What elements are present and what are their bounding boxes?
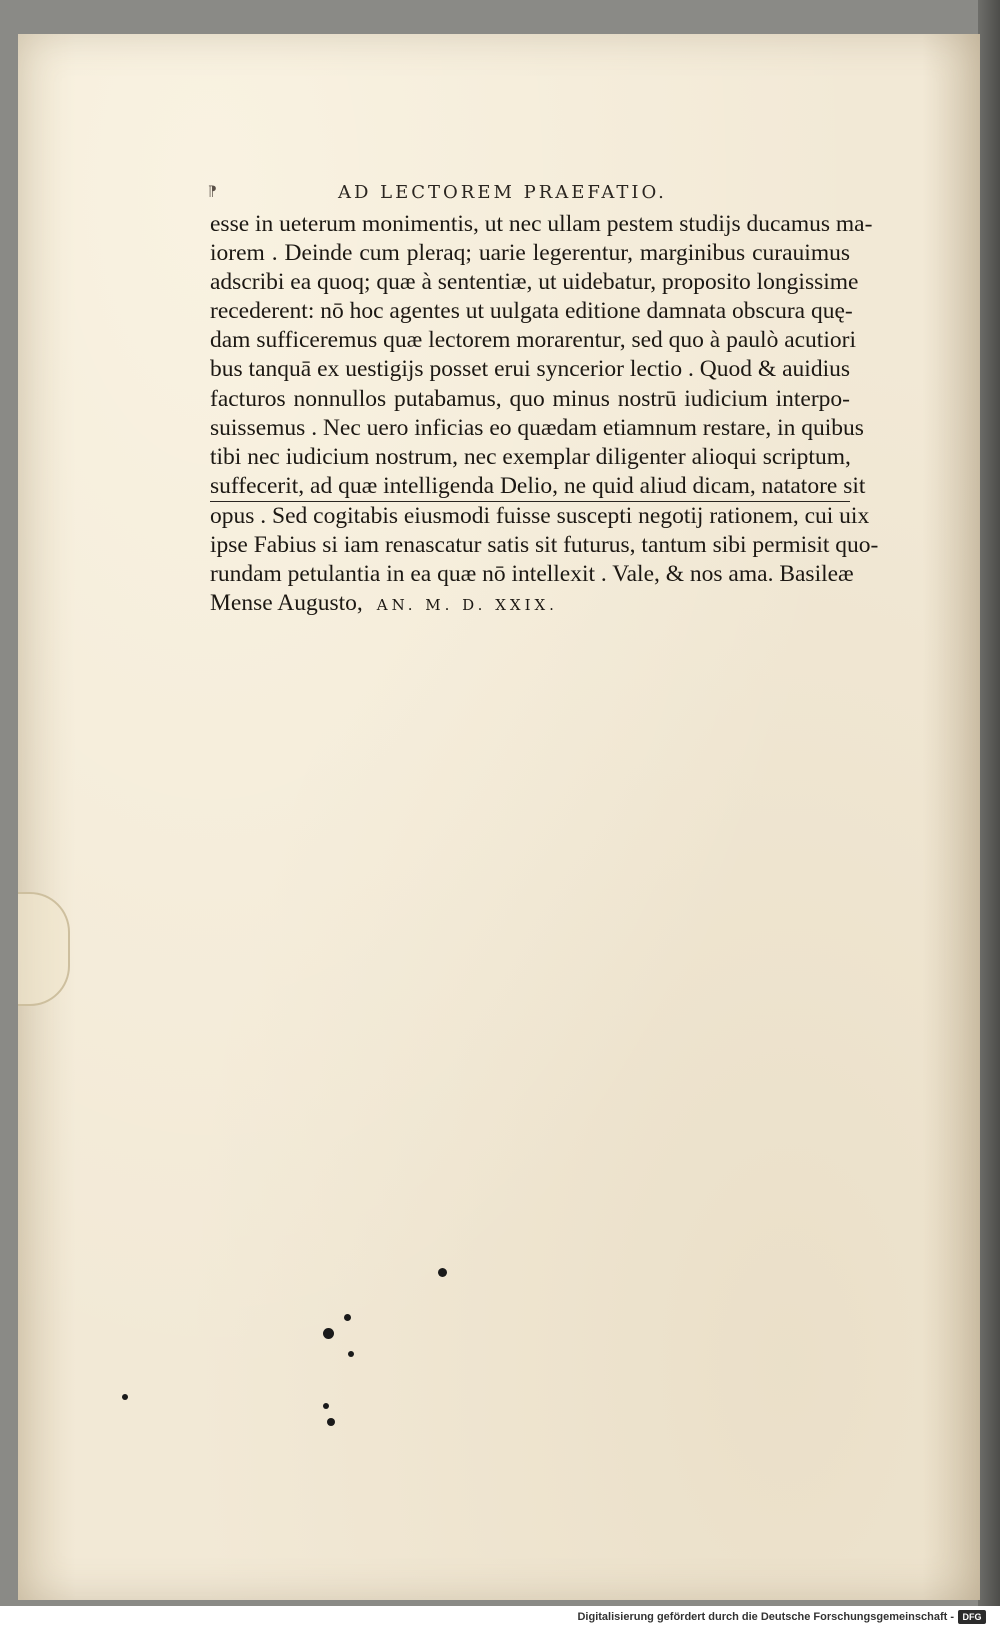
text-line-6: bus tanquā ex uestigijs posset erui syncerior lectio . Quod & auidius (210, 356, 850, 383)
preface-text-block (210, 210, 879, 618)
ink-speck (327, 1418, 335, 1426)
ink-speck (122, 1394, 128, 1400)
text-line-1: esse in ueterum monimentis, ut nec ullam pestem studijs ducamus ma- (210, 211, 873, 237)
text-line-2: iorem . Deinde cum pleraq; uarie legerentur, marginibus curauimus (210, 240, 850, 267)
pilcrow-mark-icon: ⁋ (208, 184, 217, 200)
closing-date: AN. M. D. XXIX. (376, 596, 558, 615)
text-line-13: rundam petulantia in ea quæ nō intellexit . Vale, & nos ama. Basileæ (210, 561, 854, 588)
text-line-8: suissemus . Nec uero inficias eo quædam etiamnum restare, in quibus (210, 414, 864, 441)
text-line-9: tibi nec iudicium nostrum, nec exemplar diligenter alioqui scriptum, (210, 443, 851, 470)
ink-speck (348, 1351, 354, 1357)
text-line-3: adscribi ea quoq; quæ à sententiæ, ut uidebatur, proposito longissime (210, 269, 859, 296)
ink-speck (323, 1403, 329, 1409)
scan-edge-shadow (978, 0, 1000, 1606)
footer-credit: Digitalisierung gefördert durch die Deutsche Forschungsgemeinschaft - (577, 1611, 954, 1623)
dfg-logo: DFG (958, 1610, 986, 1624)
ink-speck (323, 1328, 334, 1339)
closing-line (210, 589, 850, 618)
text-line-12: ipse Fabius si iam renascatur satis sit futurus, tantum sibi permisit quo- (210, 532, 879, 559)
ink-speck (344, 1314, 351, 1321)
text-line-11: opus . Sed cogitabis eiusmodi fuisse suscepti negotij rationem, cui uix (210, 502, 870, 529)
page-tab-mark (18, 892, 70, 1006)
text-line-4: recederent: nō hoc agentes ut uulgata editione damnata obscura quę- (210, 298, 853, 325)
text-line-5: dam sufficeremus quæ lectorem morarentur, sed quo à paulò acutiori (210, 327, 856, 354)
closing-text: Mense Augusto, (210, 590, 363, 617)
text-line-7: facturos nonnullos putabamus, quo minus nostrū iudicium interpo- (210, 385, 850, 412)
running-head: AD LECTOREM PRAEFATIO. (338, 182, 667, 203)
text-line-10-underlined: suffecerit, ad quæ intelligenda Delio, ne quid aliud dicam, natatore sit (210, 472, 850, 502)
ink-speck (438, 1268, 447, 1277)
